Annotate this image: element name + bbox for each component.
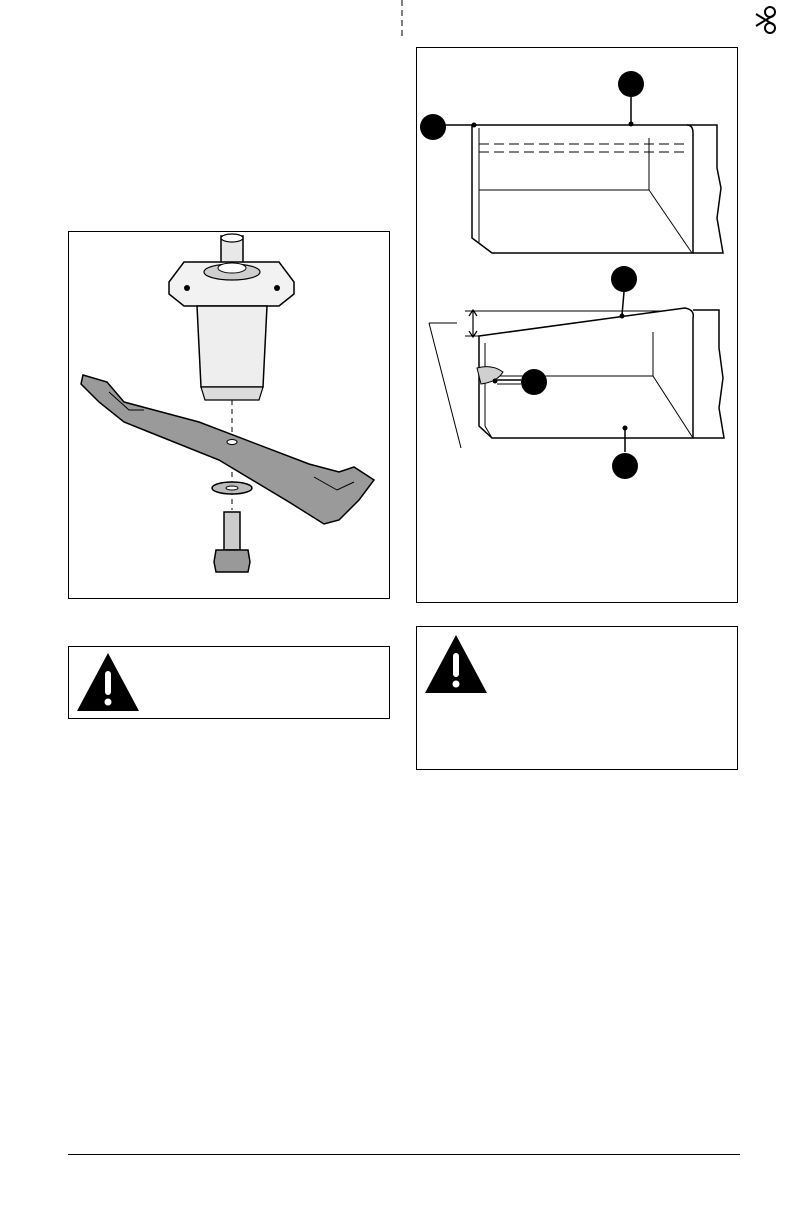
warning-triangle-icon xyxy=(75,651,141,713)
footer-rule xyxy=(68,1154,740,1155)
blade-wear-figure xyxy=(416,47,738,603)
callout-2 xyxy=(618,71,644,97)
callout-1 xyxy=(420,114,446,140)
warning-box-left xyxy=(68,646,390,719)
warning-box-right xyxy=(416,626,738,770)
warning-triangle-icon xyxy=(423,633,489,695)
scissors-icon xyxy=(756,7,775,33)
callout-5 xyxy=(612,453,638,479)
blade-assembly-illustration xyxy=(69,232,389,598)
blade-assembly-figure xyxy=(68,231,390,599)
callout-3 xyxy=(611,266,637,292)
blade-wear-diagram xyxy=(417,48,737,602)
callout-4 xyxy=(521,369,547,395)
